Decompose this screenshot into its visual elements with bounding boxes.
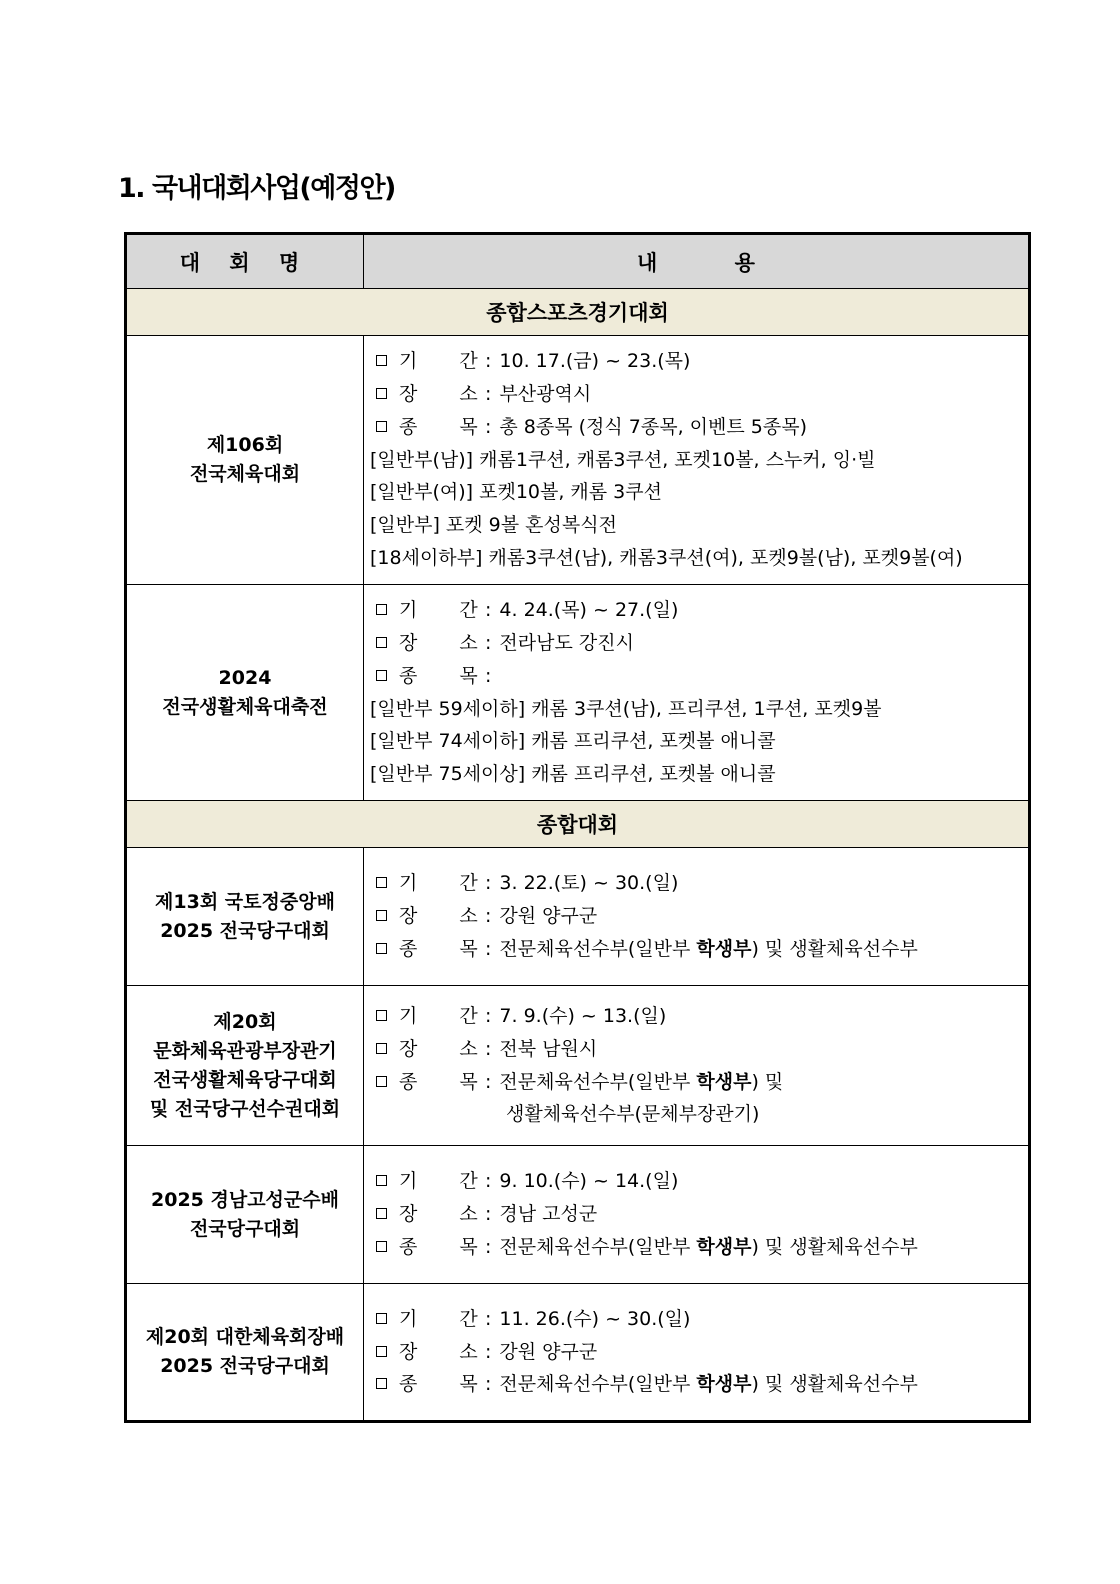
event-name-line: 및 전국당구선수권대회 <box>149 1097 341 1120</box>
period-label: 기 간 <box>399 1307 478 1330</box>
event-line: 종 목 : 전문체육선수부(일반부 학생부) 및 생활체육선수부 <box>370 933 1028 966</box>
division-line: [일반부(여)] 포켓10볼, 캐롬 3쿠션 <box>370 481 662 504</box>
period-label: 기 간 <box>399 1170 478 1193</box>
event-name-line: 제106회 <box>206 434 284 456</box>
header-event-name: 대 회 명 <box>126 234 364 289</box>
division-line: [일반부] 포켓 9볼 혼성복식전 <box>370 514 617 537</box>
event-detail-cell <box>364 336 1030 585</box>
event-label: 종 목 <box>399 1070 478 1093</box>
venue-value: 강원 양구군 <box>499 1340 598 1363</box>
checkbox-icon <box>376 670 387 681</box>
page-title: 1. 국내대회사업(예정안) <box>118 173 395 204</box>
event-detail-cell <box>364 986 1030 1146</box>
event-value: 전문체육선수부(일반부 학생부) 및 생활체육선수부 <box>499 1235 918 1258</box>
venue-value: 강원 양구군 <box>499 905 598 928</box>
checkbox-icon <box>376 604 387 615</box>
venue-line: 장 소 : 강원 양구군 <box>370 900 1028 933</box>
event-value: 전문체육선수부(일반부 학생부) 및 <box>499 1070 784 1093</box>
period-line: 기 간 : 11. 26.(수) ~ 30.(일) <box>370 1303 1028 1336</box>
event-name-line: 2025 전국당구대회 <box>160 1355 330 1377</box>
venue-label: 장 소 <box>399 1340 478 1363</box>
event-name-line: 2024 <box>218 666 272 689</box>
venue-label: 장 소 <box>399 905 478 928</box>
venue-value: 전라남도 강진시 <box>499 631 634 654</box>
period-value: 9. 10.(수) ~ 14.(일) <box>499 1170 679 1193</box>
checkbox-icon <box>376 1378 387 1389</box>
division-line: [일반부(남)] 캐롬1쿠션, 캐롬3쿠션, 포켓10볼, 스누커, 잉·빌 <box>370 448 876 471</box>
event-name-line: 제20회 대한체육회장배 <box>145 1326 345 1348</box>
checkbox-icon <box>376 388 387 399</box>
period-label: 기 간 <box>399 1004 478 1027</box>
event-value-continued: 생활체육선수부(문체부장관기) <box>506 1103 760 1126</box>
venue-line: 장 소 : 강원 양구군 <box>370 1336 1028 1369</box>
checkbox-icon <box>376 355 387 366</box>
venue-label: 장 소 <box>399 1203 478 1226</box>
checkbox-icon <box>376 943 387 954</box>
period-value: 10. 17.(금) ~ 23.(목) <box>499 350 691 373</box>
venue-label: 장 소 <box>399 383 478 405</box>
venue-line: 장 소 : 부산광역시 <box>370 378 1028 411</box>
period-line: 기 간 : 3. 22.(토) ~ 30.(일) <box>370 867 1028 900</box>
checkbox-icon <box>376 1010 387 1021</box>
event-name-line: 제20회 <box>213 1010 277 1033</box>
period-value: 4. 24.(목) ~ 27.(일) <box>499 599 679 622</box>
venue-value: 부산광역시 <box>499 383 592 405</box>
checkbox-icon <box>376 877 387 888</box>
checkbox-icon <box>376 1208 387 1219</box>
header-content: 내 용 <box>364 234 1030 289</box>
table-row <box>126 1146 1030 1284</box>
event-detail-cell <box>364 848 1030 986</box>
venue-value: 경남 고성군 <box>499 1203 598 1226</box>
event-name-cell <box>126 848 364 986</box>
checkbox-icon <box>376 1175 387 1186</box>
venue-label: 장 소 <box>399 1037 478 1060</box>
event-name-line: 전국체육대회 <box>189 463 301 485</box>
event-name-line: 2025 전국당구대회 <box>160 919 330 942</box>
checkbox-icon <box>376 1346 387 1357</box>
checkbox-icon <box>376 1313 387 1324</box>
event-line: 종 목 : 전문체육선수부(일반부 학생부) 및 생활체육선수부 <box>370 1368 1028 1401</box>
period-value: 11. 26.(수) ~ 30.(일) <box>499 1307 691 1330</box>
division-line: [일반부 59세이하] 캐롬 3쿠션(남), 프리쿠션, 1쿠션, 포켓9볼 <box>370 697 882 720</box>
event-name-cell <box>126 1146 364 1284</box>
division-line: [일반부 75세이상] 캐롬 프리쿠션, 포켓볼 애니콜 <box>370 763 776 786</box>
checkbox-icon <box>376 1043 387 1054</box>
section-row <box>126 289 1030 336</box>
event-name-line: 전국생활체육대축전 <box>162 695 328 718</box>
event-value: 총 8종목 (정식 7종목, 이벤트 5종목) <box>499 415 807 438</box>
venue-value: 전북 남원시 <box>499 1037 598 1060</box>
event-name-line: 전국당구대회 <box>189 1217 301 1240</box>
table-row <box>126 986 1030 1146</box>
events-table <box>124 232 1031 1423</box>
event-line: 종 목 : <box>370 660 1028 693</box>
event-line: 종 목 : 총 8종목 (정식 7종목, 이벤트 5종목) <box>370 411 1028 444</box>
table-row <box>126 336 1030 585</box>
division-line: [일반부 74세이하] 캐롬 프리쿠션, 포켓볼 애니콜 <box>370 730 776 753</box>
checkbox-icon <box>376 637 387 648</box>
section-title: 종합대회 <box>126 801 1030 848</box>
period-value: 7. 9.(수) ~ 13.(일) <box>499 1004 667 1027</box>
event-name-cell <box>126 336 364 585</box>
section-title: 종합스포츠경기대회 <box>126 289 1030 336</box>
division-line: [18세이하부] 캐롬3쿠션(남), 캐롬3쿠션(여), 포켓9볼(남), 포켓9볼(여) <box>370 546 963 569</box>
period-label: 기 간 <box>399 872 478 895</box>
venue-line: 장 소 : 전라남도 강진시 <box>370 627 1028 660</box>
table-row <box>126 1284 1030 1422</box>
event-detail-cell <box>364 585 1030 801</box>
checkbox-icon <box>376 910 387 921</box>
event-label: 종 목 <box>399 1373 478 1396</box>
event-name-line: 문화체육관광부장관기 <box>153 1039 337 1062</box>
event-label: 종 목 <box>399 937 478 960</box>
event-line: 종 목 : 전문체육선수부(일반부 학생부) 및 생활체육선수부 <box>370 1231 1028 1264</box>
event-value: 전문체육선수부(일반부 학생부) 및 생활체육선수부 <box>499 937 918 960</box>
event-name-line: 전국생활체육당구대회 <box>153 1068 337 1091</box>
table-header-row <box>126 234 1030 289</box>
event-label: 종 목 <box>399 415 478 438</box>
period-line: 기 간 : 4. 24.(목) ~ 27.(일) <box>370 594 1028 627</box>
checkbox-icon <box>376 1076 387 1087</box>
period-line: 기 간 : 7. 9.(수) ~ 13.(일) <box>370 1000 1028 1033</box>
table-row <box>126 585 1030 801</box>
event-name-line: 2025 경남고성군수배 <box>151 1188 339 1211</box>
checkbox-icon <box>376 421 387 432</box>
table-row <box>126 848 1030 986</box>
event-detail-cell <box>364 1146 1030 1284</box>
period-line: 기 간 : 9. 10.(수) ~ 14.(일) <box>370 1165 1028 1198</box>
checkbox-icon <box>376 1241 387 1252</box>
section-row <box>126 801 1030 848</box>
event-value: 전문체육선수부(일반부 학생부) 및 생활체육선수부 <box>499 1373 918 1396</box>
period-line: 기 간 : 10. 17.(금) ~ 23.(목) <box>370 345 1028 378</box>
event-line: 종 목 : 전문체육선수부(일반부 학생부) 및 <box>370 1066 1028 1099</box>
period-label: 기 간 <box>399 599 478 622</box>
event-name-line: 제13회 국토정중앙배 <box>155 890 335 913</box>
event-detail-cell <box>364 1284 1030 1422</box>
venue-line: 장 소 : 경남 고성군 <box>370 1198 1028 1231</box>
period-label: 기 간 <box>399 350 478 373</box>
event-name-cell <box>126 1284 364 1422</box>
event-name-cell <box>126 585 364 801</box>
period-value: 3. 22.(토) ~ 30.(일) <box>499 872 679 895</box>
venue-line: 장 소 : 전북 남원시 <box>370 1033 1028 1066</box>
venue-label: 장 소 <box>399 631 478 654</box>
event-label: 종 목 <box>399 664 478 687</box>
event-name-cell <box>126 986 364 1146</box>
event-label: 종 목 <box>399 1235 478 1258</box>
